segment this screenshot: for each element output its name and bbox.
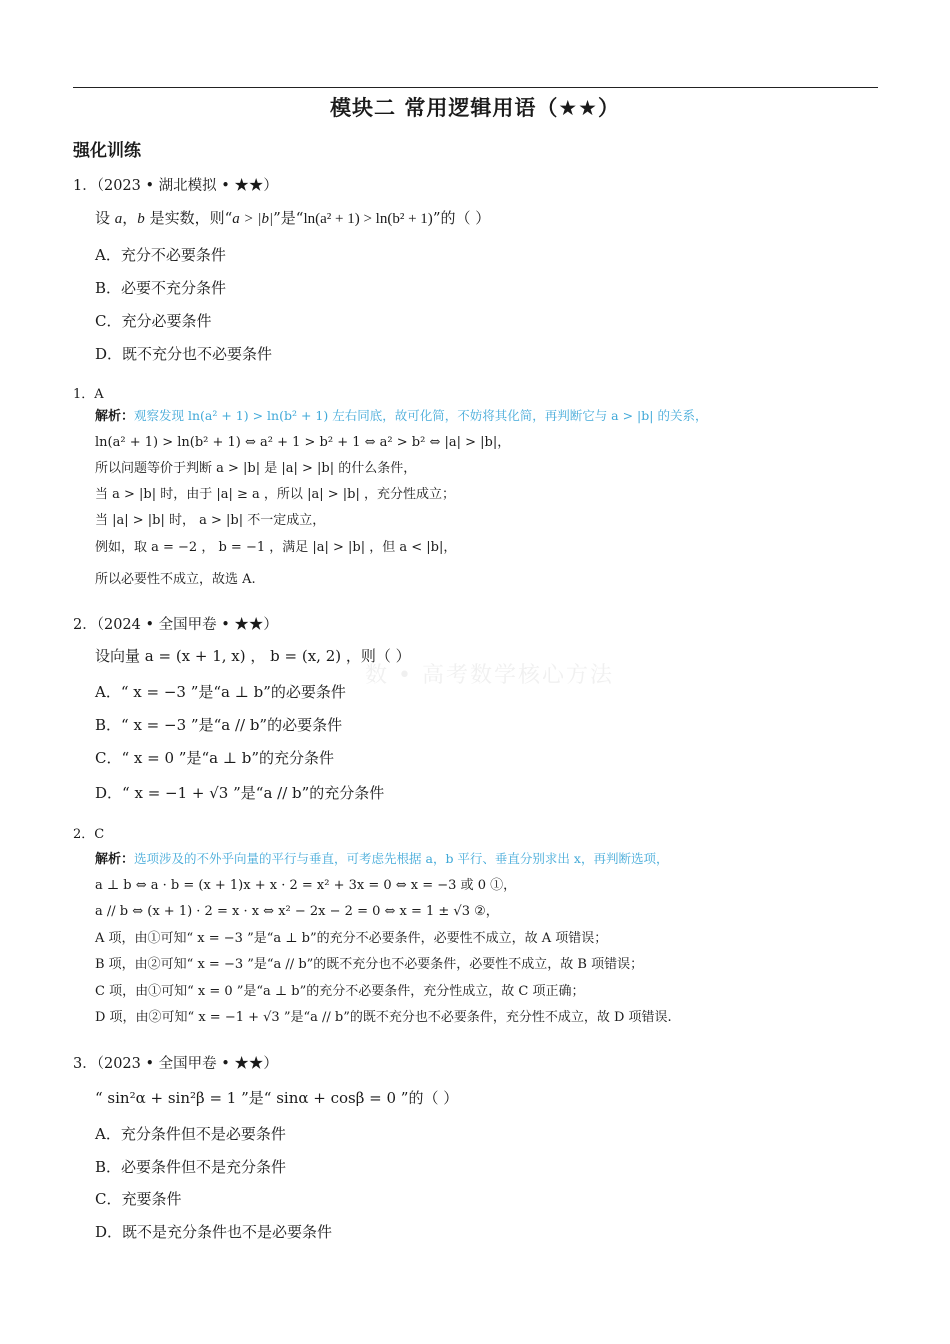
stem-text: ”是“ bbox=[273, 209, 304, 227]
question-2-header: 2．（2024 • 全国甲卷 • ★★） bbox=[73, 617, 278, 633]
answer-2: 2．C bbox=[73, 827, 105, 842]
option-b: B．必要不充分条件 bbox=[95, 279, 227, 297]
solution-1-hint-line bbox=[95, 405, 707, 424]
option-a: A．充分条件但不是必要条件 bbox=[95, 1125, 286, 1143]
solution-line: 当 |a| > |b| 时， a > |b| 不一定成立， bbox=[95, 513, 326, 528]
stem-text: 是实数，则“ bbox=[144, 209, 233, 227]
stem-condition: ln(a² + 1) > ln(b² + 1) bbox=[303, 211, 433, 227]
option-c: C．充分必要条件 bbox=[95, 312, 212, 330]
solution-line: 例如，取 a = −2 ， b = −1 ，满足 |a| > |b| ，但 a < |b|， bbox=[95, 540, 457, 555]
option-d: D．“ x = −1 + √3 ”是“a // b”的充分条件 bbox=[95, 784, 385, 802]
solution-line: 所以必要性不成立，故选 A. bbox=[95, 572, 256, 587]
option-b: B．“ x = −3 ”是“a // b”的必要条件 bbox=[95, 716, 343, 734]
solution-2-hint-line bbox=[95, 848, 668, 867]
solution-hint: 观察发现 ln(a² + 1) > ln(b² + 1) 左右同底，故可化简，不妨将其化简，再判断它与 a > |b| 的关系， bbox=[134, 408, 708, 423]
question-3-stem: “ sin²α + sin²β = 1 ”是“ sinα + cosβ = 0 ”的（ ） bbox=[95, 1089, 459, 1107]
option-a: A．“ x = −3 ”是“a ⊥ b”的必要条件 bbox=[95, 683, 346, 701]
stem-text: 设 bbox=[95, 209, 115, 227]
solution-line: B 项，由②可知“ x = −3 ”是“a // b”的既不充分也不必要条件，必要性不成立，故 B 项错误； bbox=[95, 957, 644, 972]
solution-line: D 项，由②可知“ x = −1 + √3 ”是“a // b”的既不充分也不必要条件，充分性不成立，故 D 项错误. bbox=[95, 1010, 672, 1025]
option-d: D．既不是充分条件也不是必要条件 bbox=[95, 1223, 333, 1241]
stem-text: ”的（ ） bbox=[432, 209, 491, 227]
solution-line: a ⊥ b ⇔ a · b = (x + 1)x + x · 2 = x² + 3x = 0 ⇔ x = −3 或 0 ①， bbox=[95, 878, 517, 893]
solution-line: ln(a² + 1) > ln(b² + 1) ⇔ a² + 1 > b² + 1 ⇔ a² > b² ⇔ |a| > |b|， bbox=[95, 435, 511, 450]
solution-hint: 选项涉及的不外乎向量的平行与垂直，可考虑先根据 a，b 平行、垂直分别求出 x，再判断选项， bbox=[134, 851, 669, 866]
question-2-stem: 设向量 a = (x + 1, x) ， b = (x, 2) ，则（ ） bbox=[95, 647, 411, 665]
option-c: C．“ x = 0 ”是“a ⊥ b”的充分条件 bbox=[95, 749, 334, 767]
stem-var: a bbox=[114, 211, 123, 227]
solution-line: 当 a > |b| 时，由于 |a| ≥ a ，所以 |a| > |b| ，充分性成立； bbox=[95, 487, 455, 502]
section-heading: 强化训练 bbox=[73, 141, 141, 161]
page-title: 模块二 常用逻辑用语（★★） bbox=[330, 96, 620, 120]
option-a: A．充分不必要条件 bbox=[95, 246, 226, 264]
question-1-stem bbox=[95, 207, 490, 228]
stem-condition: a > |b| bbox=[232, 211, 274, 227]
answer-1: 1．A bbox=[73, 387, 104, 402]
solution-line: 所以问题等价于判断 a > |b| 是 |a| > |b| 的什么条件， bbox=[95, 461, 417, 476]
header-rule bbox=[73, 87, 878, 88]
stem-text: ， bbox=[122, 209, 138, 227]
question-3-header: 3．（2023 • 全国甲卷 • ★★） bbox=[73, 1056, 278, 1072]
option-d: D．既不充分也不必要条件 bbox=[95, 345, 273, 363]
solution-label: 解析： bbox=[95, 409, 135, 424]
option-c: C．充要条件 bbox=[95, 1190, 182, 1208]
solution-line: a // b ⇔ (x + 1) · 2 = x · x ⇔ x² − 2x − 2 = 0 ⇔ x = 1 ± √3 ②， bbox=[95, 904, 499, 919]
option-b: B．必要条件但不是充分条件 bbox=[95, 1158, 287, 1176]
solution-label: 解析： bbox=[95, 852, 135, 867]
solution-line: A 项，由①可知“ x = −3 ”是“a ⊥ b”的充分不必要条件，必要性不成立，故 A 项错误； bbox=[95, 931, 608, 946]
question-1-header: 1．（2023 • 湖北模拟 • ★★） bbox=[73, 178, 278, 194]
solution-line: C 项，由①可知“ x = 0 ”是“a ⊥ b”的充分不必要条件，充分性成立，故 C 项正确； bbox=[95, 984, 585, 999]
watermark: 数 • 高考数学核心方法 bbox=[365, 663, 614, 688]
stem-var: b bbox=[137, 211, 145, 227]
